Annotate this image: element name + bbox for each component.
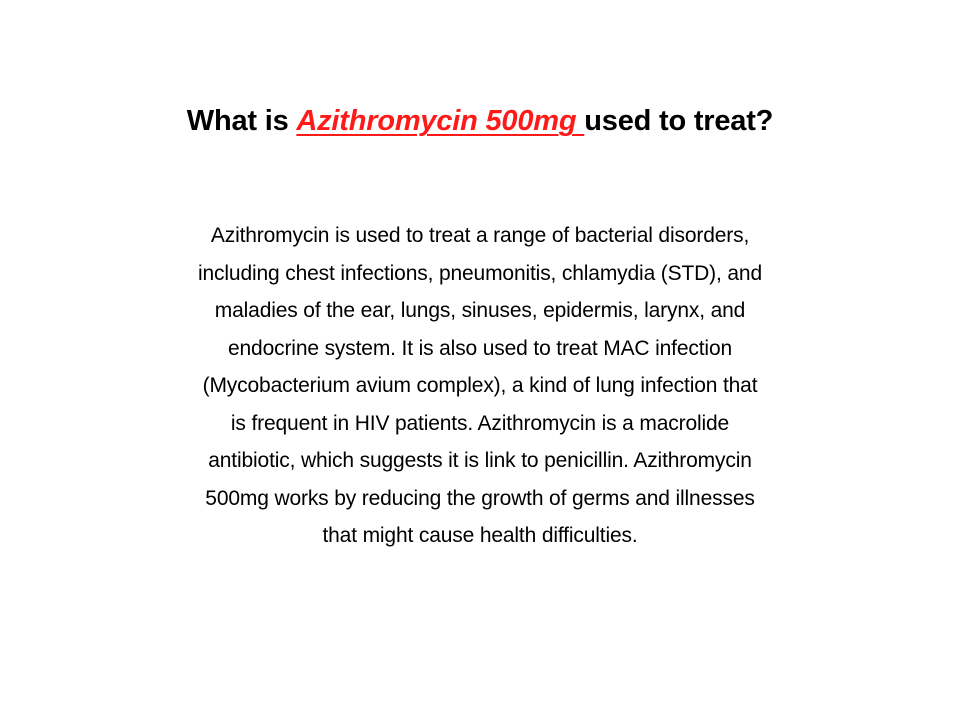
body-line: Azithromycin is used to treat a range of bacterial disorders, (210, 224, 750, 247)
azithromycin-link[interactable]: Azithromycin 500mg (296, 105, 585, 138)
body-line: (Mycobacterium avium complex), a kind of lung infection that (202, 374, 758, 397)
body-paragraph (60, 217, 900, 555)
body-line: 500mg works by reducing the growth of germs and illnesses (205, 486, 755, 510)
title-suffix: used to treat? (584, 105, 774, 138)
body-line: maladies of the ear, lungs, sinuses, epidermis, larynx, and (214, 299, 746, 322)
title-prefix: What is (186, 105, 297, 138)
body-line: endocrine system. It is also used to treat MAC infection (228, 336, 732, 360)
body-line: including chest infections, pneumonitis, chlamydia (STD), and (198, 261, 762, 285)
slide-title (0, 101, 960, 141)
body-line: antibiotic, which suggests it is link to penicillin. Azithromycin (208, 449, 752, 472)
body-line: that might cause health difficulties. (322, 524, 638, 547)
body-line: is frequent in HIV patients. Azithromycin is a macrolide (230, 411, 730, 435)
